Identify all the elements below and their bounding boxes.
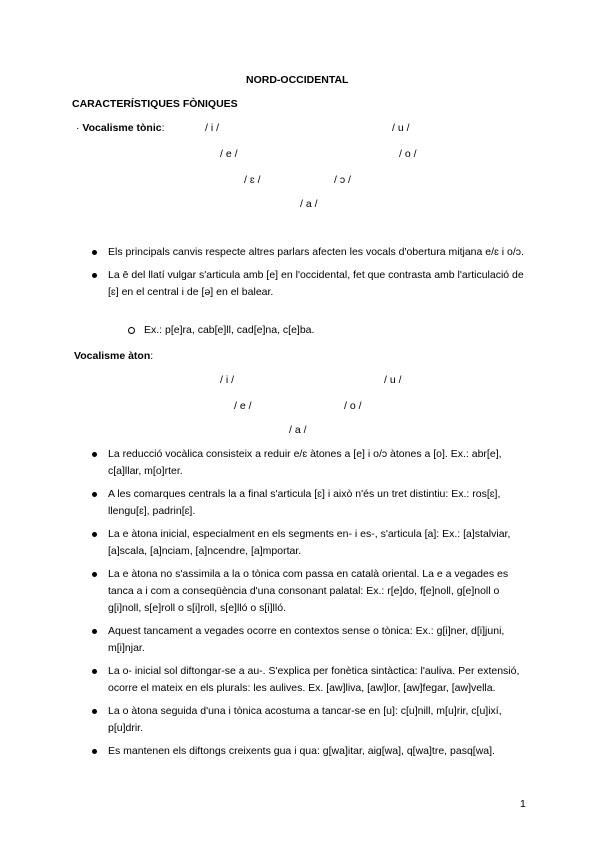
tonic-points-list	[90, 244, 530, 301]
atonic-label	[74, 348, 153, 365]
atonic-label-text: Vocalisme àton	[74, 350, 151, 362]
atonic-points-list	[90, 446, 530, 760]
tonic-vowel-u: / u /	[392, 122, 410, 134]
atonic-vowel-e: / e /	[234, 400, 252, 412]
list-item: Aquest tancament a vegades ocorre en contextos sense o tònica: Ex.: g[i]ner, d[i]juni, m[i]njar.	[90, 623, 530, 657]
tonic-vowel-i: / i /	[205, 122, 220, 134]
tonic-vowel-a: / a /	[300, 198, 318, 210]
tonic-example-text: Ex.: p[e]ra, cab[e]ll, cad[e]na, c[e]ba.	[144, 324, 315, 336]
tonic-vowel-open-e: / ɛ /	[244, 174, 261, 186]
tonic-prefix: ·	[76, 122, 83, 134]
atonic-vowel-a: / a /	[289, 424, 307, 436]
list-item: La reducció vocàlica consisteix a reduir e/ɛ àtones a [e] i o/ɔ àtones a [o]. Ex.: abr[e], c[a]llar, m[o]rter.	[90, 446, 530, 480]
list-item: La e àtona inicial, especialment en els segments en- i es-, s'articula [a]: Ex.: [a]stalviar, [a]scala, [a]nciam, [a]ncendre, [a]mportar.	[90, 526, 530, 560]
atonic-vowel-i: / i /	[220, 374, 235, 386]
atonic-vowel-o: / o /	[344, 400, 362, 412]
tonic-label	[76, 120, 165, 137]
list-item: La e àtona no s'assimila a la o tònica com passa en català oriental. La e a vegades es tanca a i com a conseqüència d'una consonant palatal: Ex.: r[e]do, f[e]noll, g[e]noll o g[i]noll, s[e]roll o s[i]roll, s[e]lló o s[i]lló.	[90, 566, 530, 617]
document-heading: NORD-OCCIDENTAL	[246, 74, 349, 86]
section-title: CARACTERÍSTIQUES FÒNIQUES	[72, 98, 238, 110]
page-number: 1	[520, 798, 526, 810]
atonic-vowel-u: / u /	[384, 374, 402, 386]
list-item: A les comarques centrals la a final s'articula [ɛ] i això n'és un tret distintiu: Ex.: ros[ɛ], llengu[ɛ], padrin[ɛ].	[90, 486, 530, 520]
tonic-vowel-o: / o /	[399, 148, 417, 160]
tonic-example	[128, 322, 314, 339]
list-item: La o- inicial sol diftongar-se a au-. S'explica per fonètica sintàctica: l'auliva. Per extensió, ocorre el mateix en els plurals: les aulives. Ex. [aw]liva, [aw]lor, [aw]fegar, [aw]vella.	[90, 663, 530, 697]
tonic-label-text: Vocalisme tònic	[82, 122, 162, 134]
atonic-colon: :	[150, 350, 154, 362]
list-item: Es mantenen els diftongs creixents gua i qua: g[wa]itar, aig[wa], q[wa]tre, pasq[wa].	[90, 743, 530, 760]
tonic-vowel-e: / e /	[220, 148, 238, 160]
list-item: La ē del llatí vulgar s'articula amb [e] en l'occidental, fet que contrasta amb l'articulació de [ɛ] en el central i de [ə] en el balear.	[90, 267, 530, 301]
tonic-vowel-open-o: / ɔ /	[334, 174, 351, 186]
list-item: Els principals canvis respecte altres parlars afecten les vocals d'obertura mitjana e/ɛ i o/ɔ.	[90, 244, 530, 261]
list-item: La o àtona seguida d'una i tònica acostuma a tancar-se en [u]: c[u]nill, m[u]rir, c[u]ixí, p[u]drir.	[90, 703, 530, 737]
tonic-colon: :	[161, 122, 165, 134]
